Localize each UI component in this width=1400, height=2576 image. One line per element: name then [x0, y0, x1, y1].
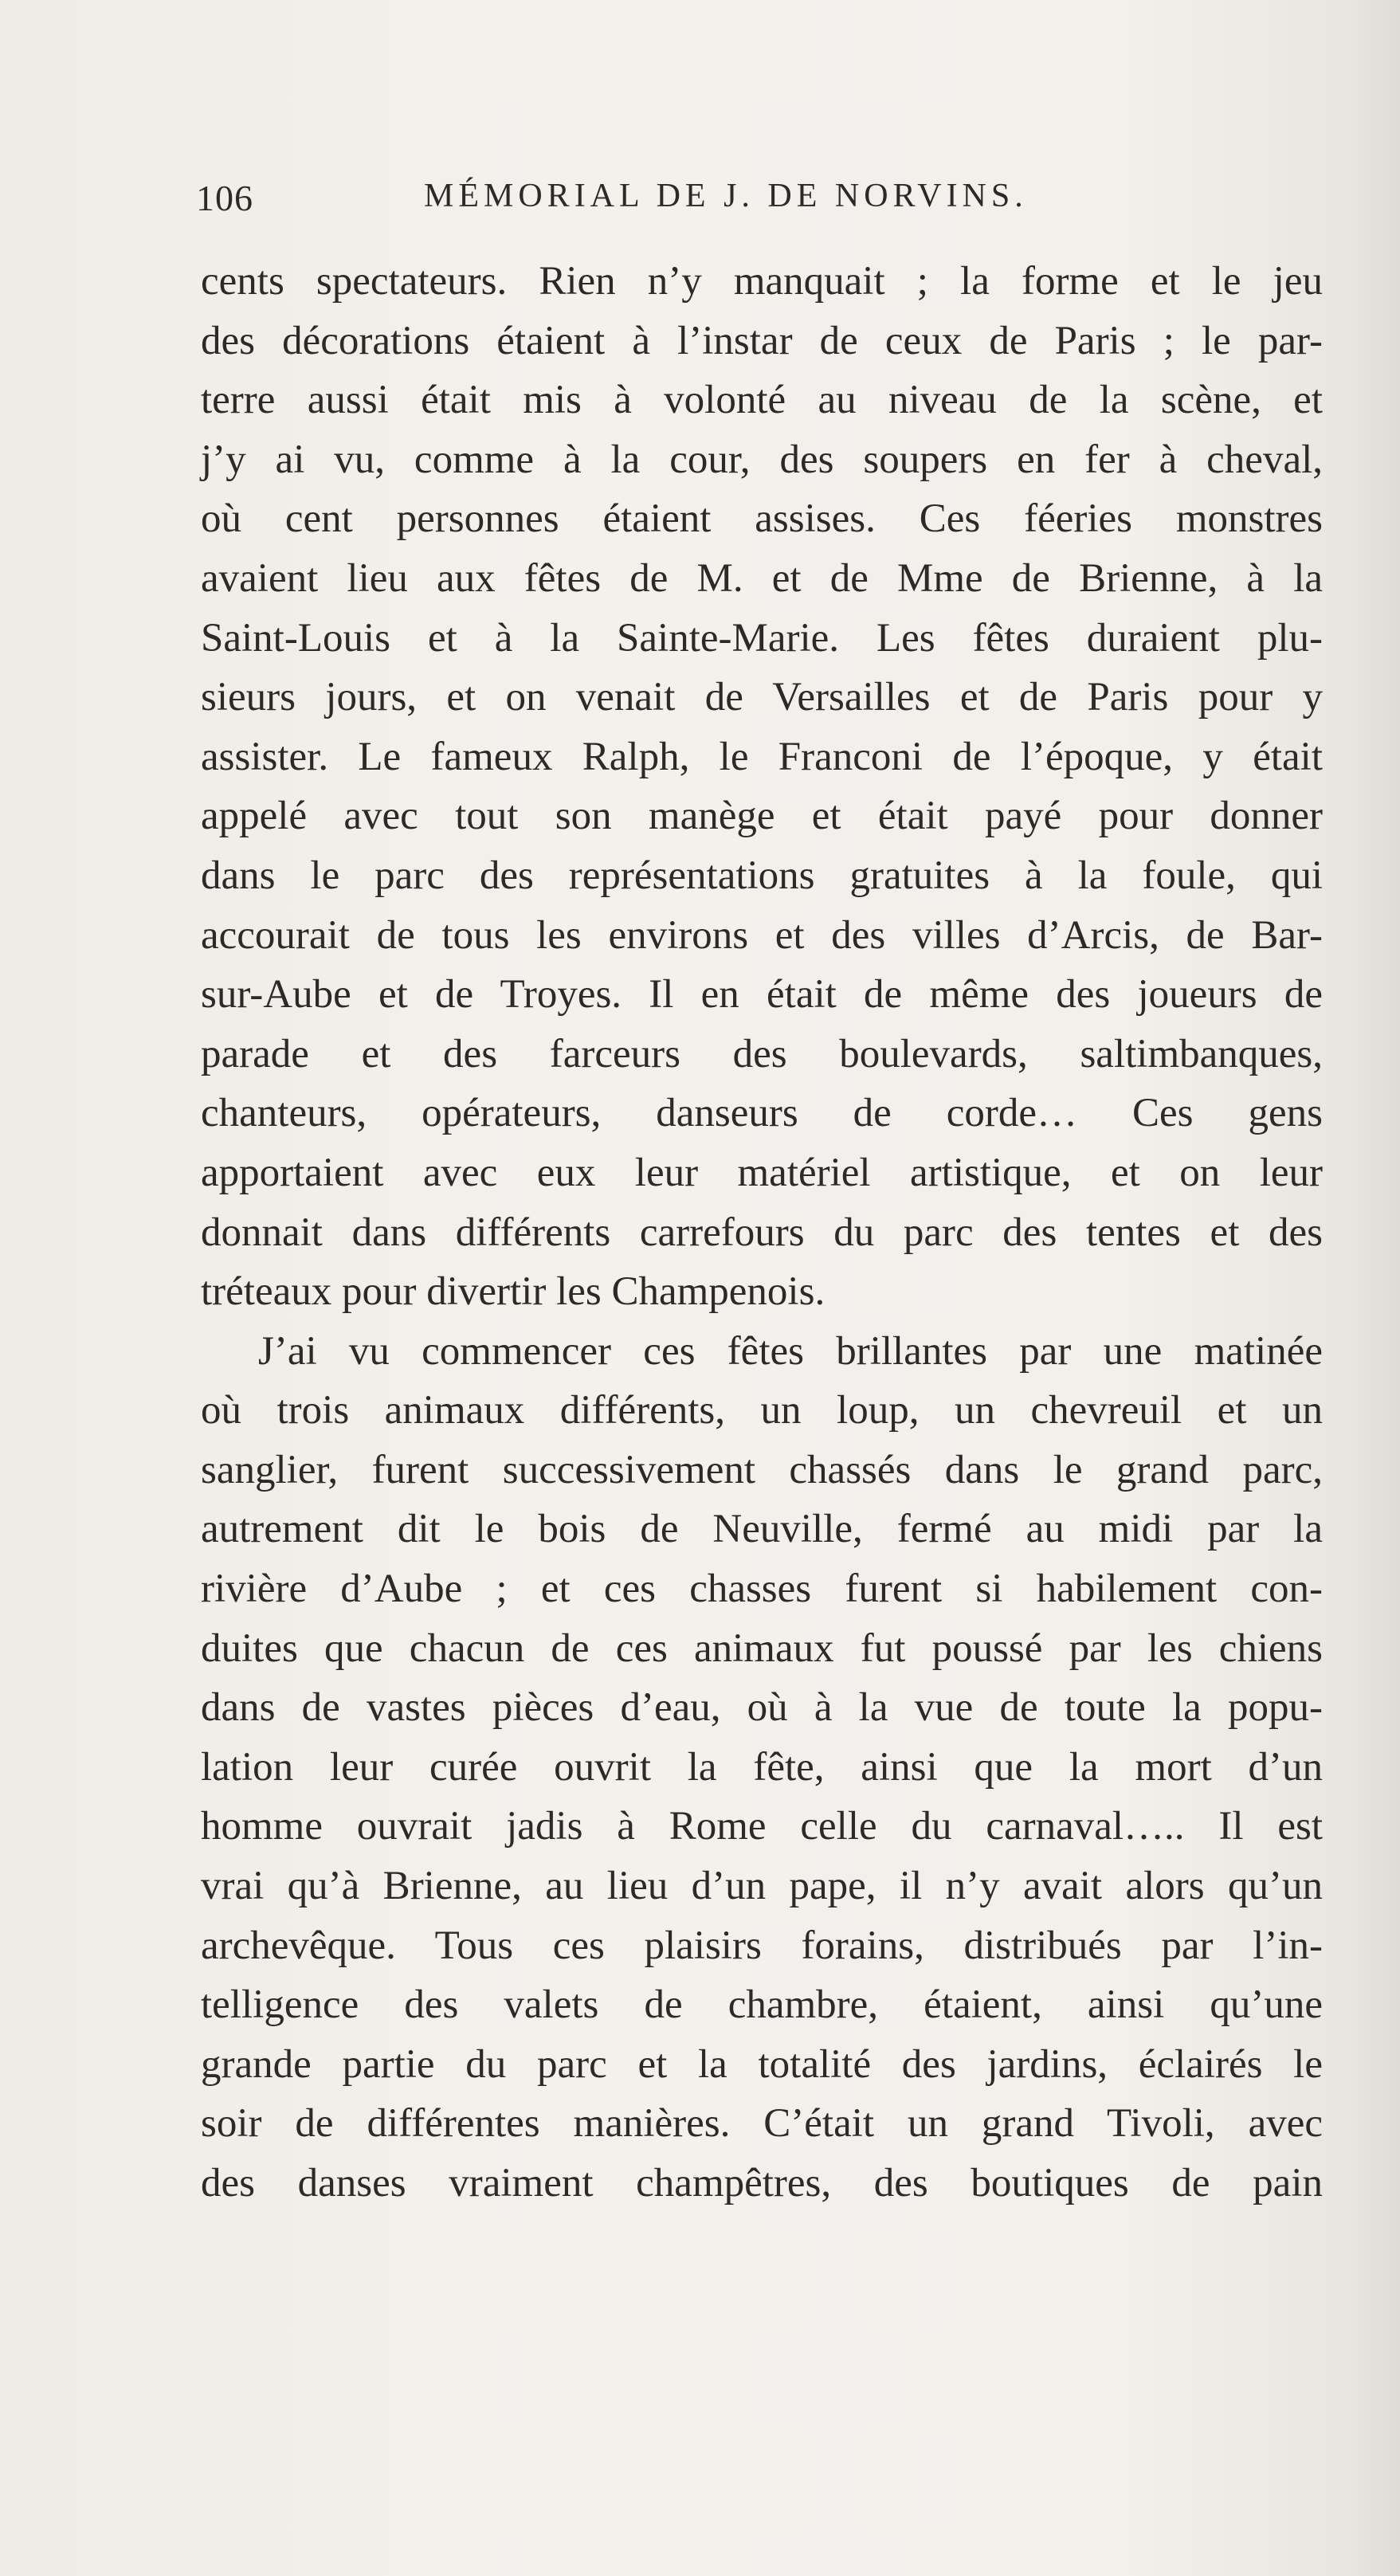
text-line: homme ouvrait jadis à Rome celle du carnaval….. Il est — [201, 1804, 1323, 1849]
text-line: avaient lieu aux fêtes de M. et de Mme de Brienne, à la — [201, 555, 1323, 601]
text-line: donnait dans différents carrefours du parc des tentes et des — [201, 1210, 1323, 1255]
text-line: terre aussi était mis à volonté au niveau de la scène, et — [201, 378, 1323, 423]
text-line: accourait de tous les environs et des villes d’Arcis, de Bar- — [201, 912, 1323, 958]
text-line: rivière d’Aube ; et ces chasses furent si habilement con- — [201, 1566, 1323, 1612]
text-line: j’y ai vu, comme à la cour, des soupers en fer à cheval, — [201, 437, 1323, 482]
paragraph-end-line: tréteaux pour divertir les Champenois. — [201, 1269, 825, 1315]
page-number: 106 — [196, 178, 253, 218]
text-line: sieurs jours, et on venait de Versailles et de Paris pour y — [201, 675, 1323, 720]
text-line: Saint-Louis et à la Sainte-Marie. Les fêtes duraient plu- — [201, 615, 1323, 661]
running-title: MÉMORIAL DE J. DE NORVINS. — [424, 178, 1028, 214]
text-line: assister. Le fameux Ralph, le Franconi de l’époque, y était — [201, 734, 1323, 779]
text-line: où trois animaux différents, un loup, un chevreuil et un — [201, 1388, 1323, 1433]
text-line: soir de différentes manières. C’était un grand Tivoli, avec — [201, 2101, 1323, 2147]
text-line: où cent personnes étaient assises. Ces féeries monstres — [201, 496, 1323, 542]
text-line: des danses vraiment champêtres, des boutiques de pain — [201, 2161, 1323, 2205]
text-line: appelé avec tout son manège et était payé pour donner — [201, 794, 1323, 839]
text-line: sur-Aube et de Troyes. Il en était de même des joueurs de — [201, 972, 1323, 1017]
text-line: grande partie du parc et la totalité des jardins, éclairés le — [201, 2041, 1323, 2087]
text-line: vrai qu’à Brienne, au lieu d’un pape, il n’y avait alors qu’un — [201, 1864, 1323, 1909]
body-text — [201, 252, 1323, 2213]
text-line: sanglier, furent successivement chassés dans le grand parc, — [201, 1447, 1323, 1492]
text-line: dans le parc des représentations gratuites à la foule, qui — [201, 853, 1323, 898]
text-line: apportaient avec eux leur matériel artistique, et on leur — [201, 1150, 1323, 1195]
text-line: cents spectateurs. Rien n’y manquait ; la forme et le jeu — [201, 259, 1323, 304]
text-line: dans de vastes pièces d’eau, où à la vue de toute la popu- — [201, 1685, 1323, 1731]
text-line: autrement dit le bois de Neuville, fermé au midi par la — [201, 1507, 1323, 1552]
paragraph-start-line: J’ai vu commencer ces fêtes brillantes par une matinée — [258, 1328, 1323, 1374]
text-line: archevêque. Tous ces plaisirs forains, distribués par l’in- — [201, 1923, 1323, 1968]
text-line: parade et des farceurs des boulevards, saltimbanques, — [201, 1031, 1323, 1076]
text-line: des décorations étaient à l’instar de ceux de Paris ; le par- — [201, 318, 1323, 363]
text-line: duites que chacun de ces animaux fut poussé par les chiens — [201, 1625, 1323, 1671]
running-head — [196, 177, 1327, 233]
text-line: lation leur curée ouvrit la fête, ainsi que la mort d’un — [201, 1744, 1323, 1790]
text-line: telligence des valets de chambre, étaient, ainsi qu’une — [201, 1982, 1323, 2028]
text-line: chanteurs, opérateurs, danseurs de corde… Ces gens — [201, 1091, 1323, 1136]
